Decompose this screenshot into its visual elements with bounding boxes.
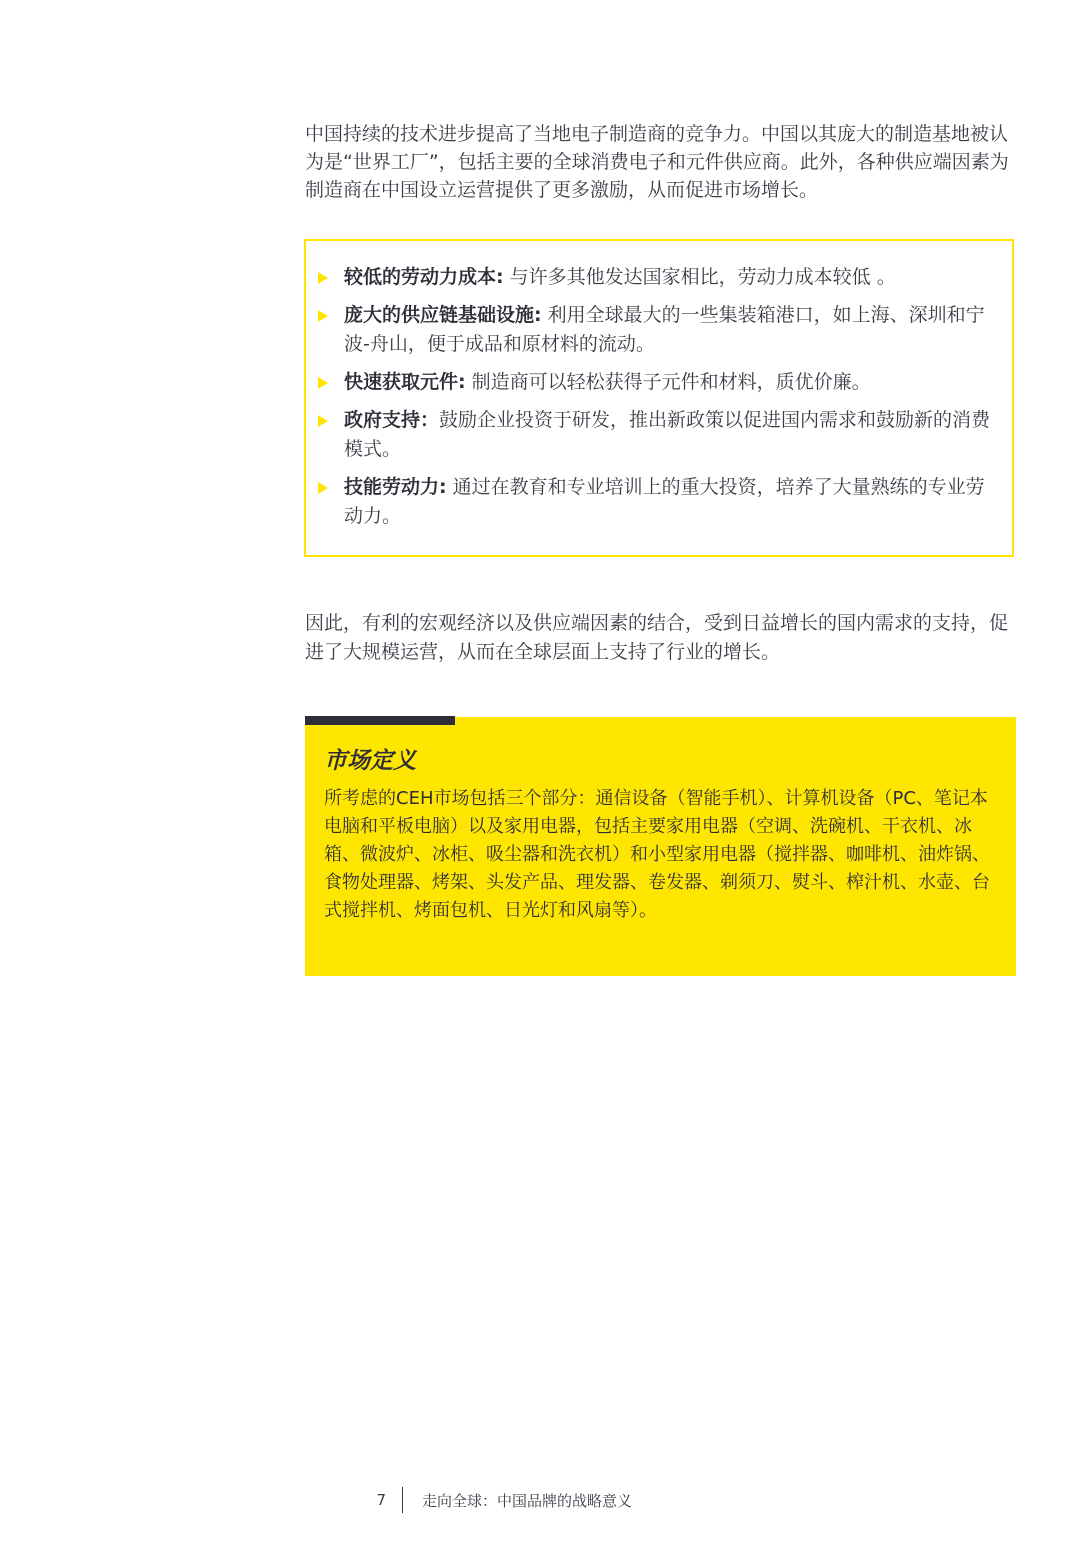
section-accent-bar bbox=[305, 716, 455, 725]
conclusion-paragraph: 因此，有利的宏观经济以及供应端因素的结合，受到日益增长的国内需求的支持，促进了大规模运营，从而在全球层面上支持了行业的增长。 bbox=[305, 612, 1009, 663]
market-definition-text: 所考虑的CEH市场包括三个部分：通信设备（智能手机）、计算机设备（PC、笔记本电脑和平板电脑）以及家用电器，包括主要家用电器（空调、洗碗机、干衣机、冰箱、微波炉、冰柜、吸尘器和洗衣机）和小型家用电器（搅拌器、咖啡机、油炸锅、食物处理器、烤架、头发产品、理发器、卷发器、剃须刀、熨斗、榨汁机、水壶、台式搅拌机、烤面包机、日光灯和风扇等）。 bbox=[324, 788, 990, 921]
factor-title: 政府支持： bbox=[344, 409, 440, 431]
list-item bbox=[318, 263, 996, 292]
supply-factors-list bbox=[318, 263, 996, 531]
footer-title: 走向全球：中国品牌的战略意义 bbox=[422, 1491, 633, 1510]
list-item bbox=[318, 473, 996, 531]
intro-paragraph: 中国持续的技术进步提高了当地电子制造商的竞争力。中国以其庞大的制造基地被认为是“世界工厂”，包括主要的全球消费电子和元件供应商。此外，各种供应端因素为制造商在中国设立运营提供了更多激励，从而促进市场增长。 bbox=[305, 123, 1009, 201]
triangle-bullet-icon bbox=[318, 310, 328, 322]
factor-text: 利用全球最大的一些集装箱港口，如上海、深圳和宁波-舟山，便于成品和原材料的流动。 bbox=[344, 304, 985, 355]
factor-title: 技能劳动力: bbox=[344, 476, 447, 498]
market-definition-title: 市场定义 bbox=[324, 748, 416, 774]
page-number: 7 bbox=[376, 1491, 386, 1509]
factor-text: 与许多其他发达国家相比，劳动力成本较低 。 bbox=[503, 266, 896, 288]
market-definition-box bbox=[305, 717, 1016, 976]
footer-divider bbox=[402, 1487, 403, 1513]
factor-text: 通过在教育和专业培训上的重大投资，培养了大量熟练的专业劳动力。 bbox=[344, 476, 985, 527]
triangle-bullet-icon bbox=[318, 482, 328, 494]
factor-title: 庞大的供应链基础设施: bbox=[344, 304, 542, 326]
list-item bbox=[318, 406, 996, 464]
page-footer bbox=[372, 1487, 632, 1513]
triangle-bullet-icon bbox=[318, 377, 328, 389]
factor-text: 制造商可以轻松获得子元件和材料，质优价廉。 bbox=[465, 371, 871, 393]
factor-title: 较低的劳动力成本: bbox=[344, 266, 504, 288]
factor-text: 鼓励企业投资于研发，推出新政策以促进国内需求和鼓励新的消费模式。 bbox=[344, 409, 991, 460]
supply-factors-box bbox=[304, 239, 1014, 557]
list-item bbox=[318, 368, 996, 397]
triangle-bullet-icon bbox=[318, 272, 328, 284]
triangle-bullet-icon bbox=[318, 415, 328, 427]
factor-title: 快速获取元件: bbox=[344, 371, 466, 393]
list-item bbox=[318, 301, 996, 359]
